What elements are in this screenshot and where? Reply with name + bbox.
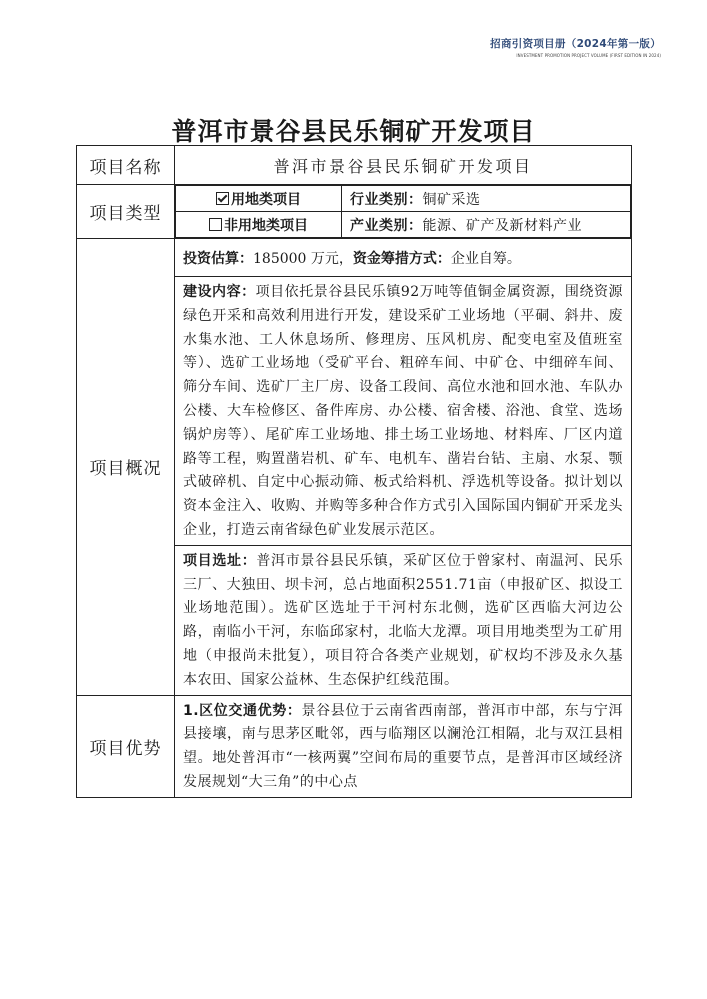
site-cell: [175, 545, 632, 695]
industry-category: [342, 186, 631, 212]
advantage-text: 景谷县位于云南省西南部，普洱市中部，东与宁洱县接壤，南与思茅区毗邻，西与临翔区以澜沧江相隔，北与双江县相望。地处普洱市“一核两翼”空间布局的重要节点，是普洱市区域经济发展规划“大三角”的中心点: [183, 702, 624, 790]
nonland-project-option: [176, 212, 342, 238]
row-advantage: [77, 695, 632, 797]
project-type-inner: [175, 185, 631, 238]
checked-box-icon: [216, 192, 229, 205]
site-text: 普洱市景谷县民乐镇，采矿区位于曾家村、南温河、民乐三厂、大独田、坝卡河，总占地面积2551.71亩（申报矿区、拟设工业场地范围）。选矿区选址于干河村东北侧，选矿区西临大河边公路，南临小干河，东临邱家村，北临大龙潭。项目用地类型为工矿用地（申报尚未批复），项目符合各类产业规划，矿权均不涉及永久基本农田、国家公益林、生态保护红线范围。: [183, 552, 624, 688]
funding-label: 资金筹措方式：: [352, 250, 451, 267]
document-header: [490, 36, 661, 58]
header-title: 招商引资项目册（2024年第一版）: [490, 38, 661, 50]
industry-label: 行业类别：: [350, 191, 423, 208]
advantage-cell: [175, 695, 632, 797]
project-type-label: 项目类型: [77, 185, 175, 239]
row-investment: [77, 239, 632, 277]
land-project-option: [176, 186, 342, 212]
sector-value: 能源、矿产及新材料产业: [422, 217, 582, 234]
project-table: [76, 145, 632, 798]
construction-paragraph: [183, 281, 623, 543]
sector-category: [342, 212, 631, 238]
project-overview-label: 项目概况: [77, 239, 175, 696]
sector-label: 产业类别：: [350, 217, 423, 234]
nonland-project-label: 非用地类项目: [224, 217, 308, 234]
project-name-label: 项目名称: [77, 146, 175, 185]
funding-value: 企业自筹。: [450, 250, 521, 267]
unchecked-box-icon: [209, 218, 222, 231]
industry-value: 铜矿采选: [422, 191, 481, 208]
site-label: 项目选址：: [183, 552, 257, 569]
investment-value: 185000 万元，: [253, 250, 353, 267]
row-project-name: [77, 146, 632, 185]
project-name-value: 普洱市景谷县民乐铜矿开发项目: [175, 146, 632, 185]
header-subtitle: INVESTMENT PROMOTION PROJECT VOLUME (FIRST EDITION IN 2024): [516, 53, 661, 58]
page-title: 普洱市景谷县民乐铜矿开发项目: [171, 117, 536, 146]
advantage-heading: 1.区位交通优势：: [183, 702, 302, 719]
project-advantage-label: 项目优势: [77, 695, 175, 797]
site-paragraph: [183, 550, 623, 693]
construction-label: 建设内容：: [183, 284, 256, 300]
construction-cell: [175, 277, 632, 546]
project-type-cell: [175, 185, 632, 239]
advantage-paragraph: [183, 700, 623, 795]
investment-cell: [175, 239, 632, 277]
investment-label: 投资估算：: [183, 250, 253, 267]
row-project-type: [77, 185, 632, 239]
construction-text: 项目依托景谷县民乐镇92万吨等值铜金属资源，围绕资源绿色开采和高效利用进行开发，建设采矿工业场地（平硐、斜井、废水集水池、工人休息场所、修理房、压风机房、配变电室及值班室等）、选矿工业场地（受矿平台、粗碎车间、中矿仓、中细碎车间、筛分车间、选矿厂主厂房、设备工段间、高位水池和回水池、车队办公楼、大车检修区、备件库房、办公楼、宿舍楼、浴池、食堂、选场锅炉房等）、尾矿库工业场地、排土场工业场地、材料库、厂区内道路等工程，购置凿岩机、矿车、电机车、凿岩台钻、主扇、水泵、颚式破碎机、自定中心振动筛、板式给料机、浮选机等设备。拟计划以资本金注入、收购、并购等多种合作方式引入国际国内铜矿开采龙头企业，打造云南省绿色矿业发展示范区。: [183, 284, 623, 538]
land-project-label: 用地类项目: [231, 191, 301, 208]
